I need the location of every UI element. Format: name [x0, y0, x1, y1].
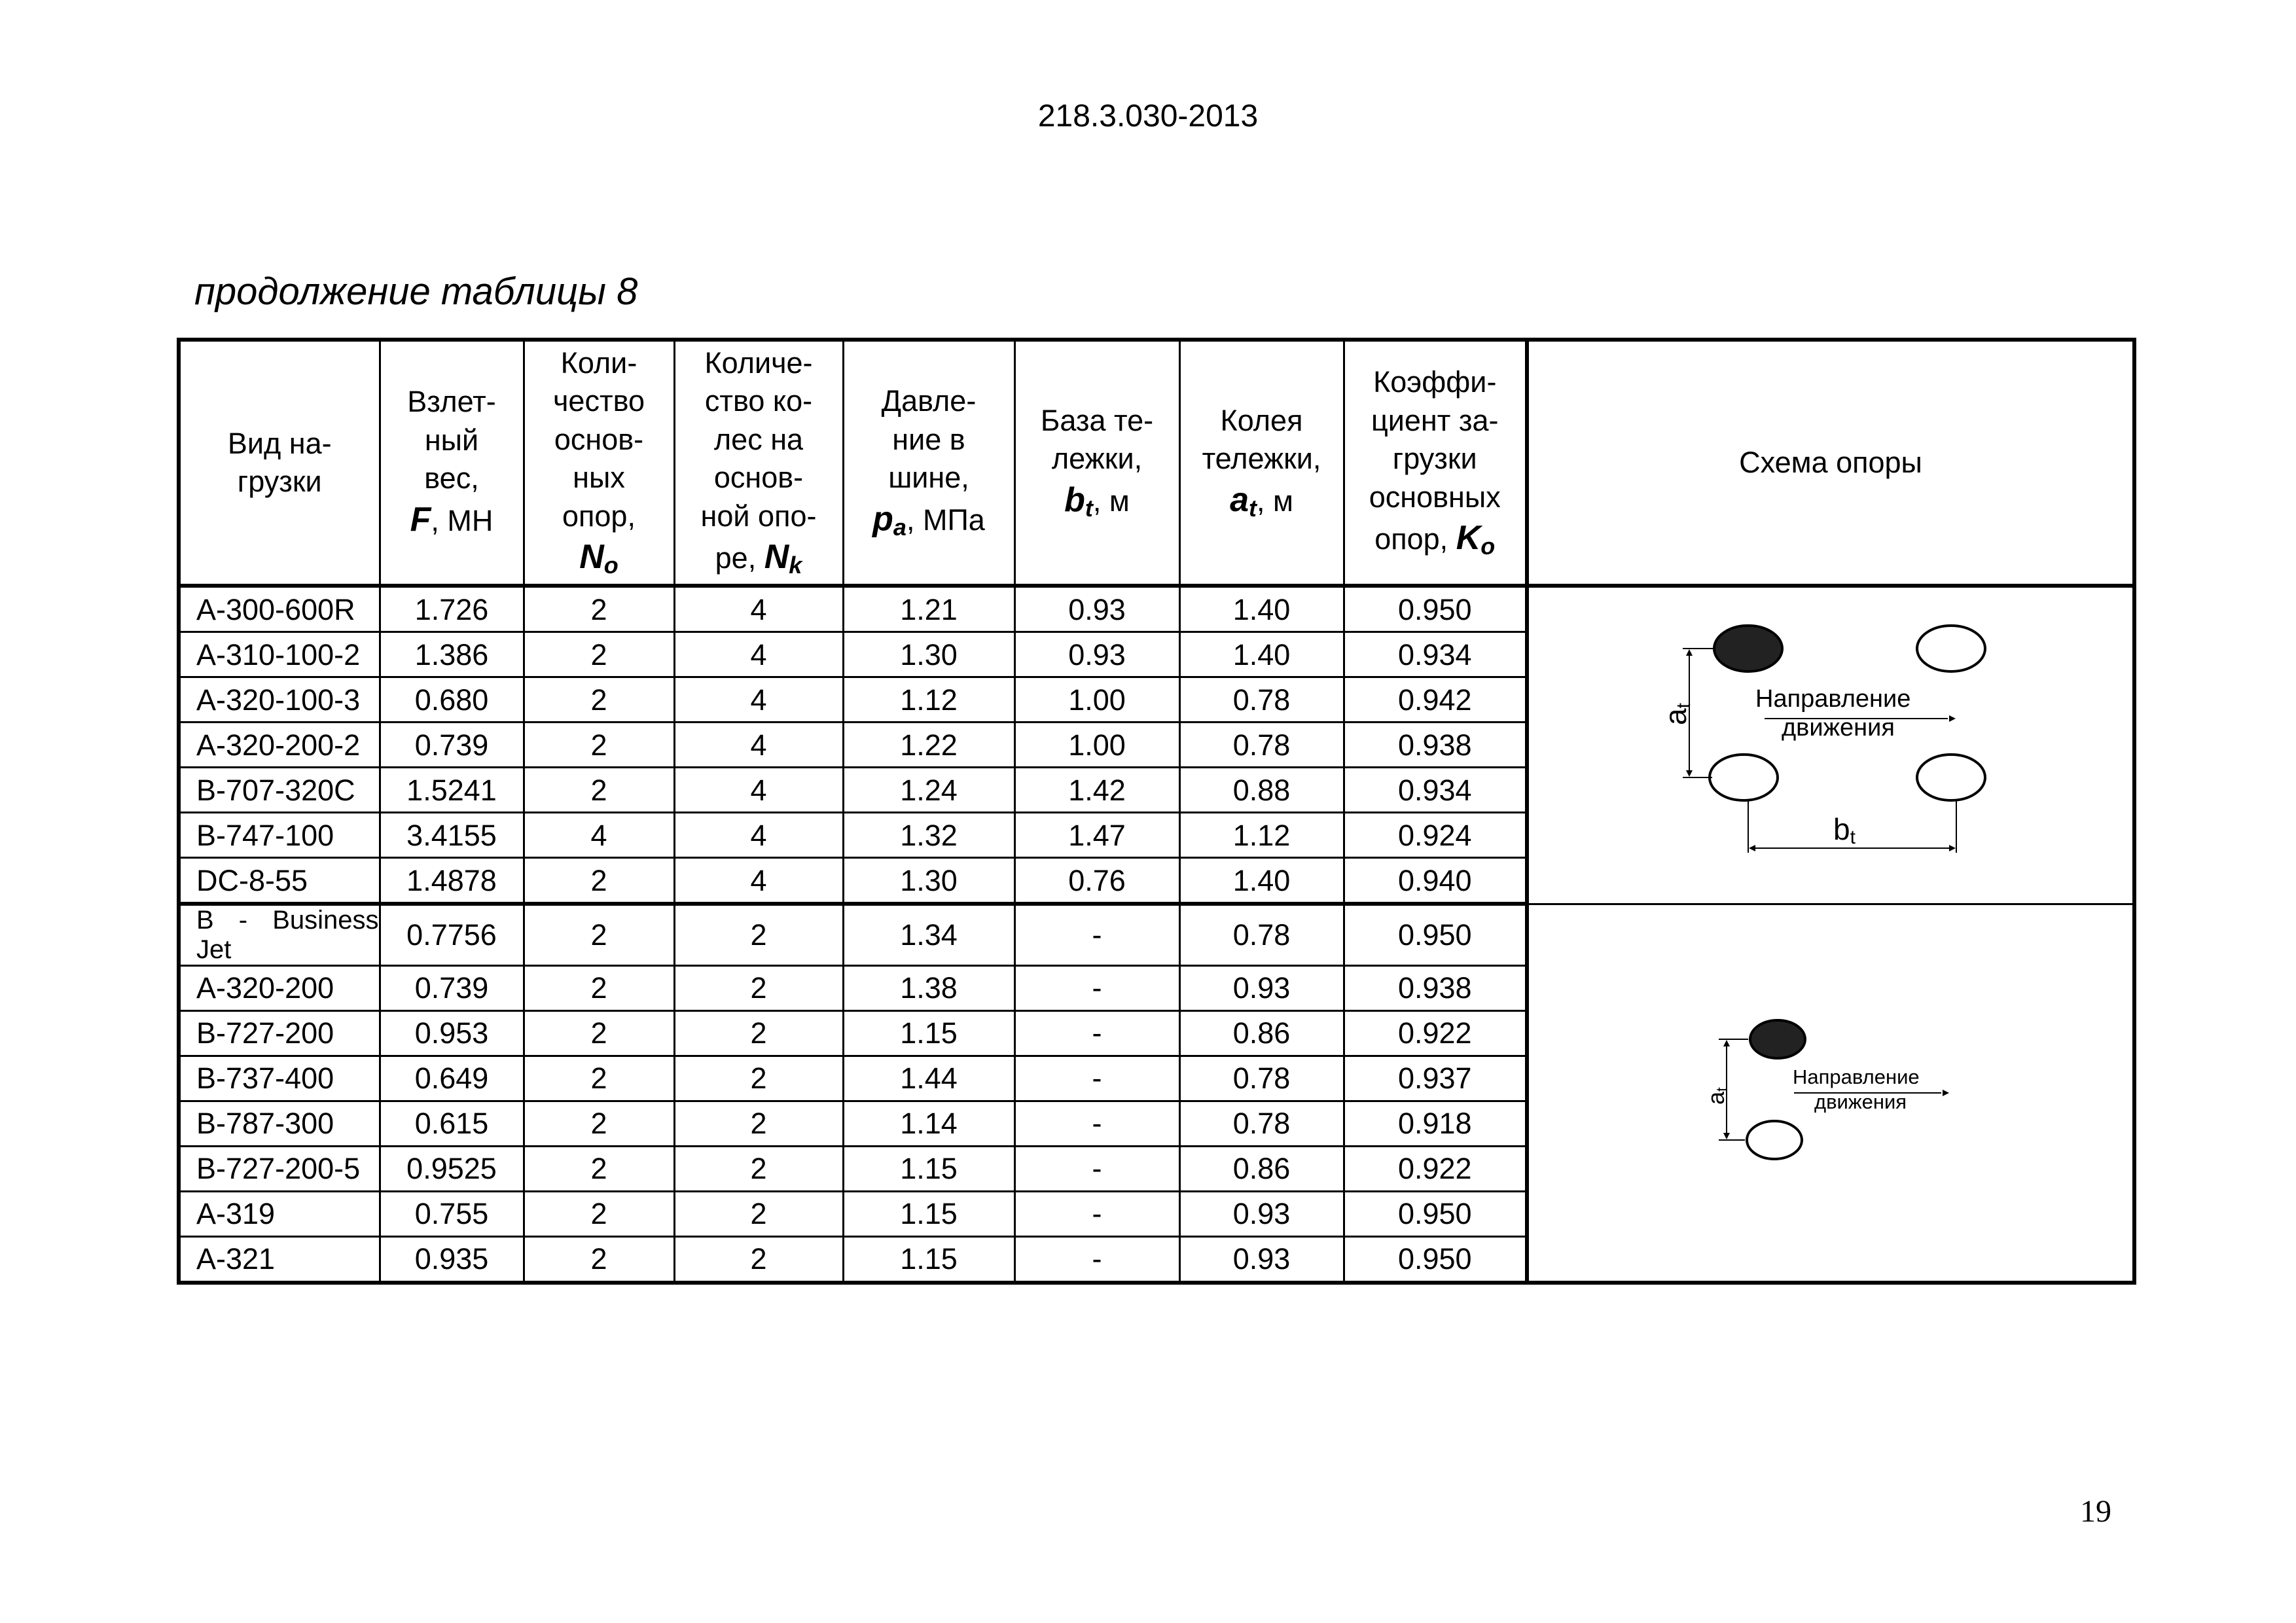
cell-weight: 0.615 [380, 1101, 524, 1146]
cell-wheels: 4 [674, 858, 843, 904]
cell-track: 0.86 [1179, 1146, 1344, 1191]
cell-aircraft-name: А-319 [179, 1191, 380, 1236]
cell-aircraft-name: В-727-200-5 [179, 1146, 380, 1191]
cell-base: 1.42 [1014, 768, 1179, 813]
cell-supports: 4 [524, 813, 674, 858]
cell-pressure: 1.15 [843, 1146, 1014, 1191]
table-caption: продолжение таблицы 8 [194, 270, 638, 313]
cell-pressure: 1.30 [843, 858, 1014, 904]
cell-pressure: 1.24 [843, 768, 1014, 813]
cell-track: 0.93 [1179, 965, 1344, 1010]
wheel-empty [1917, 755, 1985, 800]
cell-base: 1.00 [1014, 722, 1179, 768]
cell-weight: 0.649 [380, 1056, 524, 1101]
cell-supports: 2 [524, 1146, 674, 1191]
cell-supports: 2 [524, 586, 674, 632]
cell-pressure: 1.21 [843, 586, 1014, 632]
cell-wheels: 2 [674, 1056, 843, 1101]
cell-weight: 1.5241 [380, 768, 524, 813]
cell-wheels: 4 [674, 722, 843, 768]
table-header-row [179, 340, 2134, 586]
cell-coef: 0.950 [1344, 1191, 1527, 1236]
cell-track: 0.88 [1179, 768, 1344, 813]
cell-base: - [1014, 1146, 1179, 1191]
cell-weight: 1.386 [380, 632, 524, 677]
direction-arrow-head [1943, 1090, 1949, 1096]
cell-coef: 0.937 [1344, 1056, 1527, 1101]
cell-track: 0.78 [1179, 677, 1344, 722]
cell-aircraft-name: В-737-400 [179, 1056, 380, 1101]
cell-aircraft-name: В - Business Jet [179, 904, 380, 965]
header-supports-text: Коли-чество основ-ных опор, [552, 346, 645, 533]
dimension-arrow [1686, 770, 1693, 777]
cell-base: 0.76 [1014, 858, 1179, 904]
header-load-coefficient [1344, 340, 1527, 586]
cell-coef: 0.950 [1344, 1236, 1527, 1283]
cell-track: 1.40 [1179, 632, 1344, 677]
cell-track: 1.40 [1179, 586, 1344, 632]
cell-track: 0.78 [1179, 1056, 1344, 1101]
aircraft-load-table [177, 338, 2136, 1285]
cell-base: - [1014, 1101, 1179, 1146]
direction-arrow-head [1949, 715, 1956, 722]
cell-coef: 0.934 [1344, 768, 1527, 813]
header-base-text: База те-лежки, [1040, 403, 1154, 476]
cell-supports: 2 [524, 1010, 674, 1056]
cell-base: - [1014, 1010, 1179, 1056]
cell-weight: 0.680 [380, 677, 524, 722]
header-pressure-symbol: $p_a$ [872, 499, 906, 541]
cell-base: - [1014, 1236, 1179, 1283]
cell-wheels: 4 [674, 813, 843, 858]
header-wheels-text: Количе-ство ко-лес на основ-ной опо-ре, [700, 346, 817, 575]
cell-base: 1.00 [1014, 677, 1179, 722]
cell-aircraft-name: А-310-100-2 [179, 632, 380, 677]
cell-weight: 0.935 [380, 1236, 524, 1283]
cell-track: 0.93 [1179, 1236, 1344, 1283]
cell-pressure: 1.12 [843, 677, 1014, 722]
cell-wheels: 2 [674, 1146, 843, 1191]
base-label [1833, 812, 1856, 848]
cell-coef: 0.950 [1344, 586, 1527, 632]
cell-supports: 2 [524, 858, 674, 904]
cell-pressure: 1.34 [843, 904, 1014, 965]
cell-wheels: 4 [674, 632, 843, 677]
cell-pressure: 1.38 [843, 965, 1014, 1010]
table-row [179, 904, 2134, 965]
wheel-filled [1714, 626, 1782, 671]
cell-pressure: 1.15 [843, 1191, 1014, 1236]
cell-track: 1.40 [1179, 858, 1344, 904]
wheel-empty [1747, 1121, 1802, 1159]
cell-base: - [1014, 904, 1179, 965]
cell-weight: 0.953 [380, 1010, 524, 1056]
header-weight-symbol: F [410, 500, 431, 539]
cell-pressure: 1.44 [843, 1056, 1014, 1101]
header-track-text: Колея тележки, [1202, 403, 1321, 476]
cell-pressure: 1.30 [843, 632, 1014, 677]
cell-coef: 0.940 [1344, 858, 1527, 904]
cell-track: 0.78 [1179, 722, 1344, 768]
cell-aircraft-name: А-320-200 [179, 965, 380, 1010]
header-pressure-unit: , МПа [906, 503, 985, 537]
header-load-type: Вид на-грузки [179, 340, 380, 586]
cell-wheels: 4 [674, 768, 843, 813]
header-wheels-per-support [674, 340, 843, 586]
document-code: 218.3.030-2013 [1037, 99, 1259, 134]
cell-supports: 2 [524, 1191, 674, 1236]
dimension-arrow [1723, 1133, 1730, 1139]
cell-coef: 0.934 [1344, 632, 1527, 677]
cell-aircraft-name: В-787-300 [179, 1101, 380, 1146]
direction-label-line1: Направление [1755, 685, 1911, 713]
cell-wheels: 2 [674, 1101, 843, 1146]
dimension-arrow [1749, 845, 1755, 851]
cell-supports: 2 [524, 1056, 674, 1101]
cell-base: 0.93 [1014, 632, 1179, 677]
cell-pressure: 1.15 [843, 1236, 1014, 1283]
table-row [179, 586, 2134, 632]
header-supports-symbol: $N_o$ [579, 538, 619, 579]
cell-weight: 1.726 [380, 586, 524, 632]
wheel-filled [1750, 1020, 1805, 1058]
cell-coef: 0.918 [1344, 1101, 1527, 1146]
header-track-symbol: $a_t$ [1230, 480, 1257, 522]
wheel-empty [1710, 755, 1778, 800]
cell-track: 0.86 [1179, 1010, 1344, 1056]
support-schema-4-wheel [1527, 586, 2134, 904]
dimension-arrow [1949, 845, 1956, 851]
track-label [1659, 702, 1695, 725]
cell-weight: 0.7756 [380, 904, 524, 965]
cell-supports: 2 [524, 677, 674, 722]
bogie-4-wheel-diagram [1529, 594, 2132, 897]
cell-wheels: 4 [674, 677, 843, 722]
header-coef-text: Коэффи-циент за-грузки основных опор, [1369, 365, 1501, 556]
track-label-letter: a [1659, 708, 1693, 725]
cell-supports: 2 [524, 1101, 674, 1146]
cell-coef: 0.938 [1344, 722, 1527, 768]
cell-wheels: 2 [674, 1010, 843, 1056]
cell-track: 0.78 [1179, 1101, 1344, 1146]
base-label-letter: b [1833, 812, 1850, 846]
cell-base: - [1014, 1056, 1179, 1101]
cell-wheels: 2 [674, 1236, 843, 1283]
direction-label-line2: движения [1814, 1090, 1907, 1113]
header-bogie-track [1179, 340, 1344, 586]
direction-label-line2: движения [1782, 713, 1895, 741]
header-takeoff-weight [380, 340, 524, 586]
header-base-unit: , м [1092, 484, 1130, 518]
cell-wheels: 2 [674, 1191, 843, 1236]
cell-supports: 2 [524, 904, 674, 965]
cell-aircraft-name: А-320-200-2 [179, 722, 380, 768]
cell-pressure: 1.32 [843, 813, 1014, 858]
header-weight-text: Взлет-ный вес, [407, 385, 496, 495]
cell-base: 1.47 [1014, 813, 1179, 858]
dimension-arrow [1686, 649, 1693, 656]
cell-track: 1.12 [1179, 813, 1344, 858]
cell-coef: 0.922 [1344, 1146, 1527, 1191]
cell-aircraft-name: А-321 [179, 1236, 380, 1283]
header-pressure-text: Давле-ние в шине, [881, 384, 977, 495]
cell-supports: 2 [524, 722, 674, 768]
cell-coef: 0.922 [1344, 1010, 1527, 1056]
header-track-unit: , м [1256, 484, 1293, 518]
cell-wheels: 2 [674, 965, 843, 1010]
cell-aircraft-name: В-707-320С [179, 768, 380, 813]
cell-wheels: 4 [674, 586, 843, 632]
track-label-letter: a [1702, 1091, 1729, 1105]
cell-supports: 2 [524, 1236, 674, 1283]
cell-aircraft-name: В-727-200 [179, 1010, 380, 1056]
cell-weight: 1.4878 [380, 858, 524, 904]
header-bogie-base [1014, 340, 1179, 586]
page-number: 19 [2080, 1494, 2111, 1529]
bogie-2-wheel-diagram [1529, 908, 2132, 1277]
cell-weight: 0.739 [380, 722, 524, 768]
cell-supports: 2 [524, 632, 674, 677]
cell-weight: 0.755 [380, 1191, 524, 1236]
support-schema-2-wheel [1527, 904, 2134, 1283]
cell-base: - [1014, 1191, 1179, 1236]
cell-coef: 0.938 [1344, 965, 1527, 1010]
cell-pressure: 1.14 [843, 1101, 1014, 1146]
header-base-symbol: $b_t$ [1064, 480, 1093, 522]
base-label-subscript: t [1850, 826, 1856, 848]
track-label-subscript: t [1713, 1086, 1731, 1092]
cell-track: 0.78 [1179, 904, 1344, 965]
cell-coef: 0.924 [1344, 813, 1527, 858]
cell-coef: 0.942 [1344, 677, 1527, 722]
cell-pressure: 1.22 [843, 722, 1014, 768]
header-wheels-symbol: $N_k$ [764, 538, 802, 579]
track-label-subscript: t [1673, 702, 1695, 709]
cell-aircraft-name: А-320-100-3 [179, 677, 380, 722]
header-main-supports [524, 340, 674, 586]
cell-aircraft-name: А-300-600R [179, 586, 380, 632]
cell-weight: 0.9525 [380, 1146, 524, 1191]
cell-track: 0.93 [1179, 1191, 1344, 1236]
cell-base: - [1014, 965, 1179, 1010]
header-tire-pressure [843, 340, 1014, 586]
direction-label-line1: Направление [1793, 1065, 1920, 1088]
cell-weight: 0.739 [380, 965, 524, 1010]
cell-weight: 3.4155 [380, 813, 524, 858]
cell-supports: 2 [524, 965, 674, 1010]
cell-pressure: 1.15 [843, 1010, 1014, 1056]
cell-coef: 0.950 [1344, 904, 1527, 965]
cell-wheels: 2 [674, 904, 843, 965]
wheel-empty [1917, 626, 1985, 671]
header-weight-unit: , МН [431, 503, 493, 537]
track-label [1702, 1087, 1731, 1105]
dimension-arrow [1723, 1040, 1730, 1046]
header-support-schema: Схема опоры [1527, 340, 2134, 586]
cell-supports: 2 [524, 768, 674, 813]
cell-aircraft-name: DC-8-55 [179, 858, 380, 904]
cell-base: 0.93 [1014, 586, 1179, 632]
cell-aircraft-name: В-747-100 [179, 813, 380, 858]
header-coef-symbol: $K_o$ [1456, 519, 1496, 560]
